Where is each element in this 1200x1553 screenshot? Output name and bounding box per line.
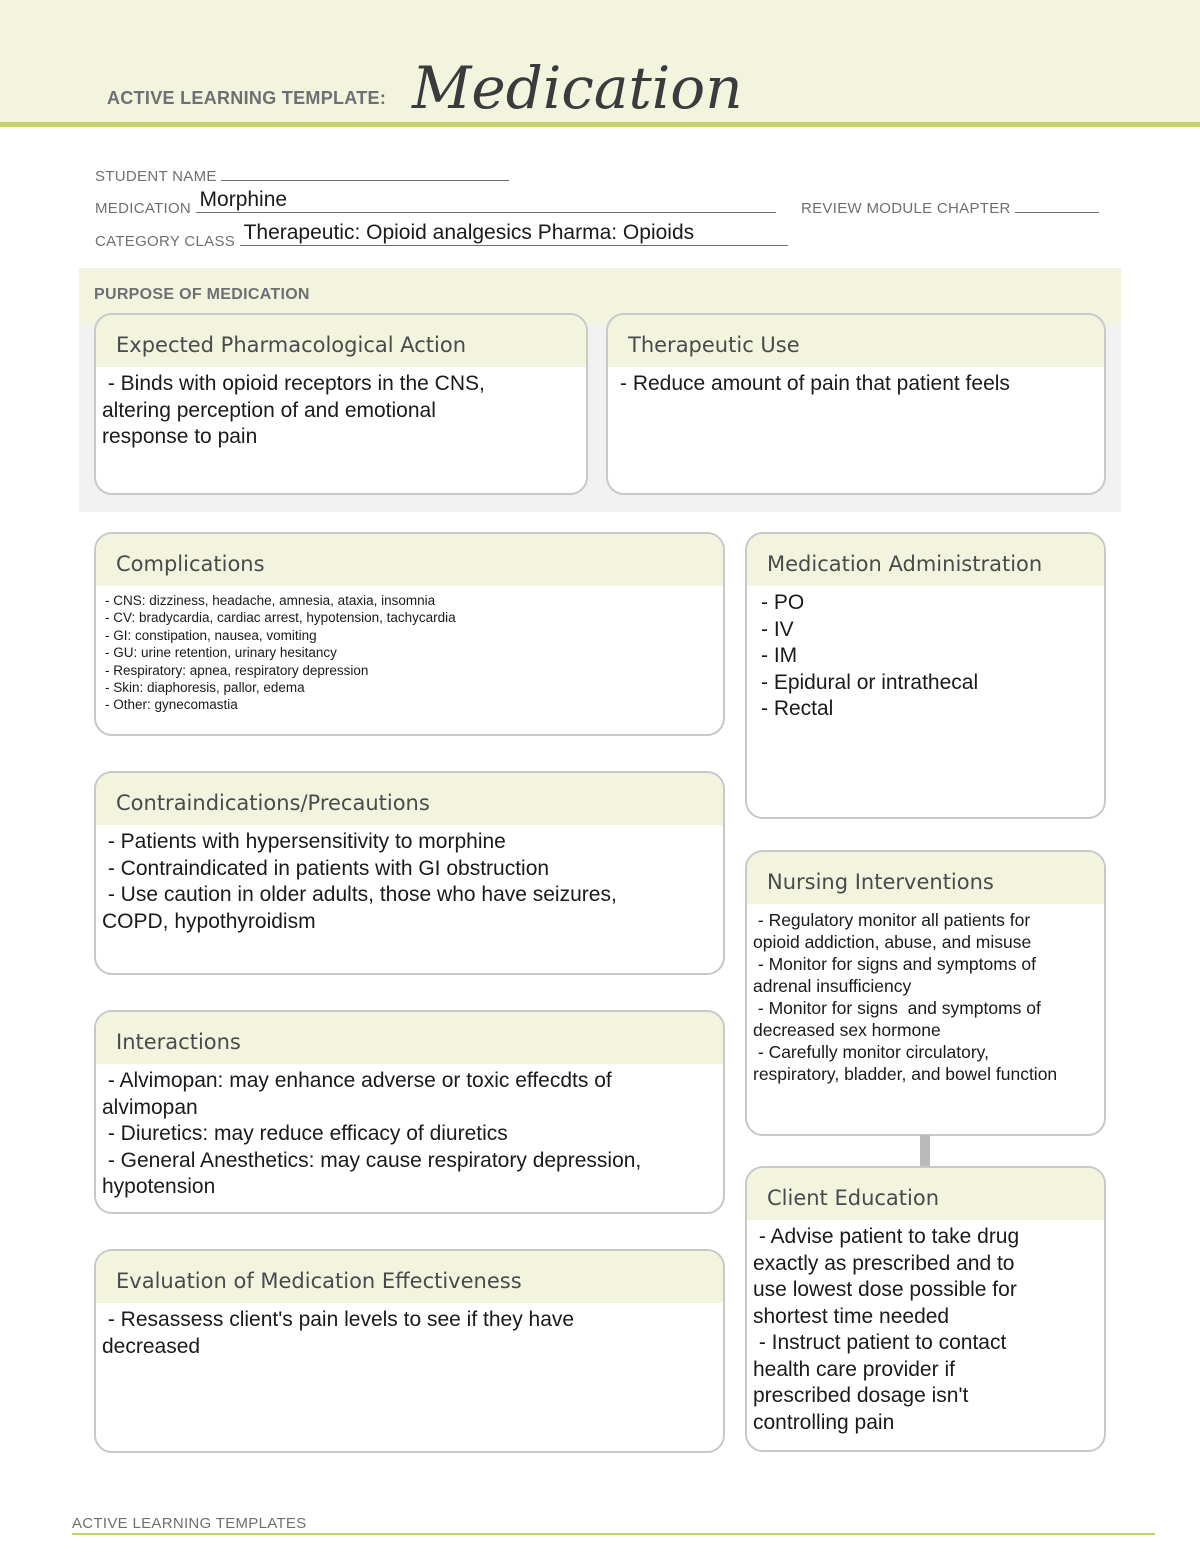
student-name-field xyxy=(95,166,509,185)
client-education-body xyxy=(747,1220,1104,1436)
review-module-label: REVIEW MODULE CHAPTER xyxy=(801,200,1011,217)
therapeutic-use-title: Therapeutic Use xyxy=(608,315,1104,367)
text-line: - Patients with hypersensitivity to morphine xyxy=(102,830,506,853)
text-line: - PO xyxy=(761,591,805,614)
medication-label: MEDICATION xyxy=(95,200,192,217)
template-label: ACTIVE LEARNING TEMPLATE: xyxy=(107,88,387,108)
text-line: - Instruct patient to contact xyxy=(753,1331,1007,1354)
category-class-value: Therapeutic: Opioid analgesics Pharma: Opioids xyxy=(243,221,695,244)
category-class-line[interactable] xyxy=(240,221,788,246)
complications-body xyxy=(96,586,723,714)
text-line: - Binds with opioid receptors in the CNS, xyxy=(102,372,485,395)
text-line: response to pain xyxy=(102,425,258,448)
text-line: exactly as prescribed and to xyxy=(753,1251,1015,1275)
text-line: - Reduce amount of pain that patient feels xyxy=(620,372,1010,395)
text-line: use lowest dose possible for xyxy=(753,1278,1017,1301)
text-line: prescribed dosage isn't xyxy=(753,1384,969,1407)
text-line: - IV xyxy=(761,617,794,641)
expected-action-box[interactable] xyxy=(94,313,588,495)
text-line: alvimopan xyxy=(102,1095,198,1119)
interactions-box[interactable] xyxy=(94,1010,725,1214)
text-line: - GU: urine retention, urinary hesitancy xyxy=(105,645,337,661)
medication-value: Morphine xyxy=(199,188,288,211)
interactions-title: Interactions xyxy=(96,1012,723,1064)
medication-administration-body xyxy=(747,586,1104,723)
nursing-interventions-box[interactable] xyxy=(745,850,1106,1136)
student-name-line[interactable] xyxy=(221,166,509,181)
evaluation-title: Evaluation of Medication Effectiveness xyxy=(96,1251,723,1303)
text-line: hypotension xyxy=(102,1175,216,1198)
connector-bar xyxy=(920,1135,930,1167)
text-line: - Epidural or intrathecal xyxy=(761,670,979,694)
nursing-interventions-title: Nursing Interventions xyxy=(747,852,1104,904)
medication-field xyxy=(95,188,776,217)
expected-action-body xyxy=(96,367,586,451)
text-line: - Contraindicated in patients with GI obstruction xyxy=(102,856,550,880)
text-line: controlling pain xyxy=(753,1410,895,1434)
text-line: - Other: gynecomastia xyxy=(105,697,238,713)
text-line: COPD, hypothyroidism xyxy=(102,909,316,933)
text-line: adrenal insufficiency xyxy=(753,976,912,996)
review-module-line[interactable] xyxy=(1015,198,1099,213)
medication-administration-title: Medication Administration xyxy=(747,534,1104,586)
text-line: altering perception of and emotional xyxy=(102,398,436,422)
student-name-label: STUDENT NAME xyxy=(95,168,217,185)
evaluation-body xyxy=(96,1303,723,1360)
category-class-field xyxy=(95,221,788,250)
text-line: decreased sex hormone xyxy=(753,1020,941,1040)
text-line: shortest time needed xyxy=(753,1304,950,1328)
footer-label: ACTIVE LEARNING TEMPLATES xyxy=(72,1515,307,1532)
expected-action-title: Expected Pharmacological Action xyxy=(96,315,586,367)
medication-administration-box[interactable] xyxy=(745,532,1106,819)
text-line: - CNS: dizziness, headache, amnesia, ataxia, insomnia xyxy=(105,593,436,608)
text-line: - IM xyxy=(761,644,798,667)
text-line: health care provider if xyxy=(753,1357,955,1381)
text-line: - Skin: diaphoresis, pallor, edema xyxy=(105,680,305,696)
medication-line[interactable] xyxy=(196,188,776,213)
text-line: - Monitor for signs and symptoms of xyxy=(753,954,1037,974)
contraindications-body xyxy=(96,825,723,935)
text-line: respiratory, bladder, and bowel function xyxy=(753,1064,1058,1084)
header-rule xyxy=(0,122,1200,127)
evaluation-box[interactable] xyxy=(94,1249,725,1453)
nursing-interventions-body xyxy=(747,904,1104,1085)
client-education-title: Client Education xyxy=(747,1168,1104,1220)
category-class-label: CATEGORY CLASS xyxy=(95,233,236,250)
text-line: - Alvimopan: may enhance adverse or toxic effecdts of xyxy=(102,1069,612,1092)
text-line: decreased xyxy=(102,1334,201,1358)
text-line: - GI: constipation, nausea, vomiting xyxy=(105,627,317,643)
review-module-field xyxy=(801,198,1099,217)
therapeutic-use-box[interactable] xyxy=(606,313,1106,495)
text-line: - Use caution in older adults, those who have seizures, xyxy=(102,883,617,906)
text-line: - CV: bradycardia, cardiac arrest, hypotension, tachycardia xyxy=(105,610,456,626)
purpose-label: PURPOSE OF MEDICATION xyxy=(94,286,310,303)
complications-title: Complications xyxy=(96,534,723,586)
contraindications-box[interactable] xyxy=(94,771,725,975)
text-line: - Diuretics: may reduce efficacy of diuretics xyxy=(102,1122,508,1145)
interactions-body xyxy=(96,1064,723,1201)
contraindications-title: Contraindications/Precautions xyxy=(96,773,723,825)
text-line: - Advise patient to take drug xyxy=(753,1225,1020,1248)
client-education-box[interactable] xyxy=(745,1166,1106,1452)
text-line: - Respiratory: apnea, respiratory depression xyxy=(105,662,369,678)
text-line: - Regulatory monitor all patients for xyxy=(753,910,1031,930)
footer-rule xyxy=(72,1533,1155,1535)
therapeutic-use-body xyxy=(608,367,1104,398)
text-line: opioid addiction, abuse, and misuse xyxy=(753,932,1032,952)
text-line: - Resassess client's pain levels to see if they have xyxy=(102,1308,575,1331)
text-line: - Carefully monitor circulatory, xyxy=(753,1042,989,1062)
text-line: - Rectal xyxy=(761,697,834,720)
text-line: - General Anesthetics: may cause respiratory depression, xyxy=(102,1148,642,1172)
complications-box[interactable] xyxy=(94,532,725,736)
text-line: - Monitor for signs and symptoms of xyxy=(753,998,1041,1018)
template-title: Medication xyxy=(412,54,743,122)
